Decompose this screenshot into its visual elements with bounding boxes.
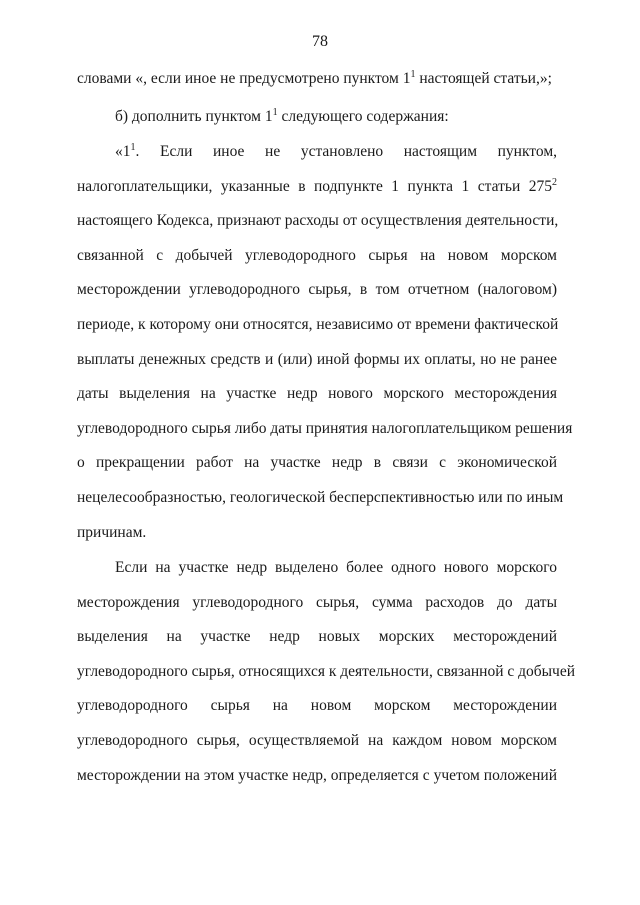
text-run: выделения на участке недр новых морских месторождений [77, 628, 557, 646]
text-run: следующего содержания: [277, 108, 449, 125]
text-line [77, 62, 557, 97]
text-line [77, 516, 557, 551]
text-line [77, 655, 576, 690]
text-run: «1 [115, 143, 131, 160]
text-run: настоящей статьи,»; [415, 70, 552, 87]
text-line [77, 759, 557, 794]
paragraph-amendment-wording [77, 62, 557, 97]
text-run: месторождения углеводородного сырья, сумма расходов до даты [77, 593, 557, 611]
text-line [77, 239, 557, 274]
text-line [77, 620, 557, 655]
text-line [77, 343, 557, 378]
text-line [77, 135, 557, 170]
text-run: углеводородного сырья, относящихся к деятельности, связанной с добычей [77, 662, 576, 680]
superscript: 1 [272, 107, 278, 118]
text-run: даты выделения на участке недр нового морского месторождения [77, 385, 557, 403]
text-line [77, 689, 557, 724]
text-line [77, 586, 557, 621]
text-line [77, 170, 557, 205]
paragraph-item-b [77, 100, 557, 135]
text-run: углеводородного сырья, осуществляемой на каждом новом морском [77, 731, 557, 749]
text-run: месторождении углеводородного сырья, в том отчетном (налоговом) [77, 281, 557, 299]
text-run: . Если иное не установлено настоящим пунктом, [135, 143, 557, 160]
text-line [77, 308, 557, 343]
text-run: углеводородного сырья на новом морском месторождении [77, 697, 557, 715]
text-run: месторождении на этом участке недр, определяется с учетом положений [77, 766, 557, 784]
text-run: словами «, если иное не предусмотрено пунктом 1 [77, 70, 411, 87]
text-line [77, 377, 557, 412]
text-line [77, 551, 557, 586]
text-line [77, 273, 557, 308]
text-line [77, 412, 573, 447]
text-run: Если на участке недр выделено более одного нового морского [115, 559, 557, 576]
text-line [77, 100, 557, 135]
text-run: нецелесообразностью, геологической бесперспективностью или по иным [77, 488, 564, 506]
text-line [77, 204, 557, 239]
superscript: 1 [410, 69, 416, 80]
text-line [77, 481, 564, 516]
text-line [77, 724, 557, 759]
text-run: причинам. [77, 523, 147, 541]
text-run: связанной с добычей углеводородного сырья на новом морском [77, 246, 557, 264]
text-run: о прекращении работ на участке недр в связи с экономической [77, 454, 557, 472]
text-line [77, 446, 557, 481]
text-run: углеводородного сырья либо даты принятия налогоплательщиком решения [77, 419, 573, 437]
text-run: б) дополнить пунктом 1 [115, 108, 273, 125]
text-run: периоде, к которому они относятся, независимо от времени фактической [77, 315, 559, 333]
paragraph-point-1-1 [77, 135, 573, 550]
paragraph-multiple-deposits [77, 551, 576, 793]
text-run: налогоплательщики, указанные в подпункте 1 пункта 1 статьи 275 [77, 177, 552, 195]
superscript: 2 [552, 176, 557, 188]
superscript: 1 [130, 142, 136, 153]
text-run: выплаты денежных средств и (или) иной формы их оплаты, но не ранее [77, 350, 557, 368]
text-run: настоящего Кодекса, признают расходы от осуществления деятельности, [77, 212, 559, 230]
page-number: 78 [312, 33, 328, 50]
